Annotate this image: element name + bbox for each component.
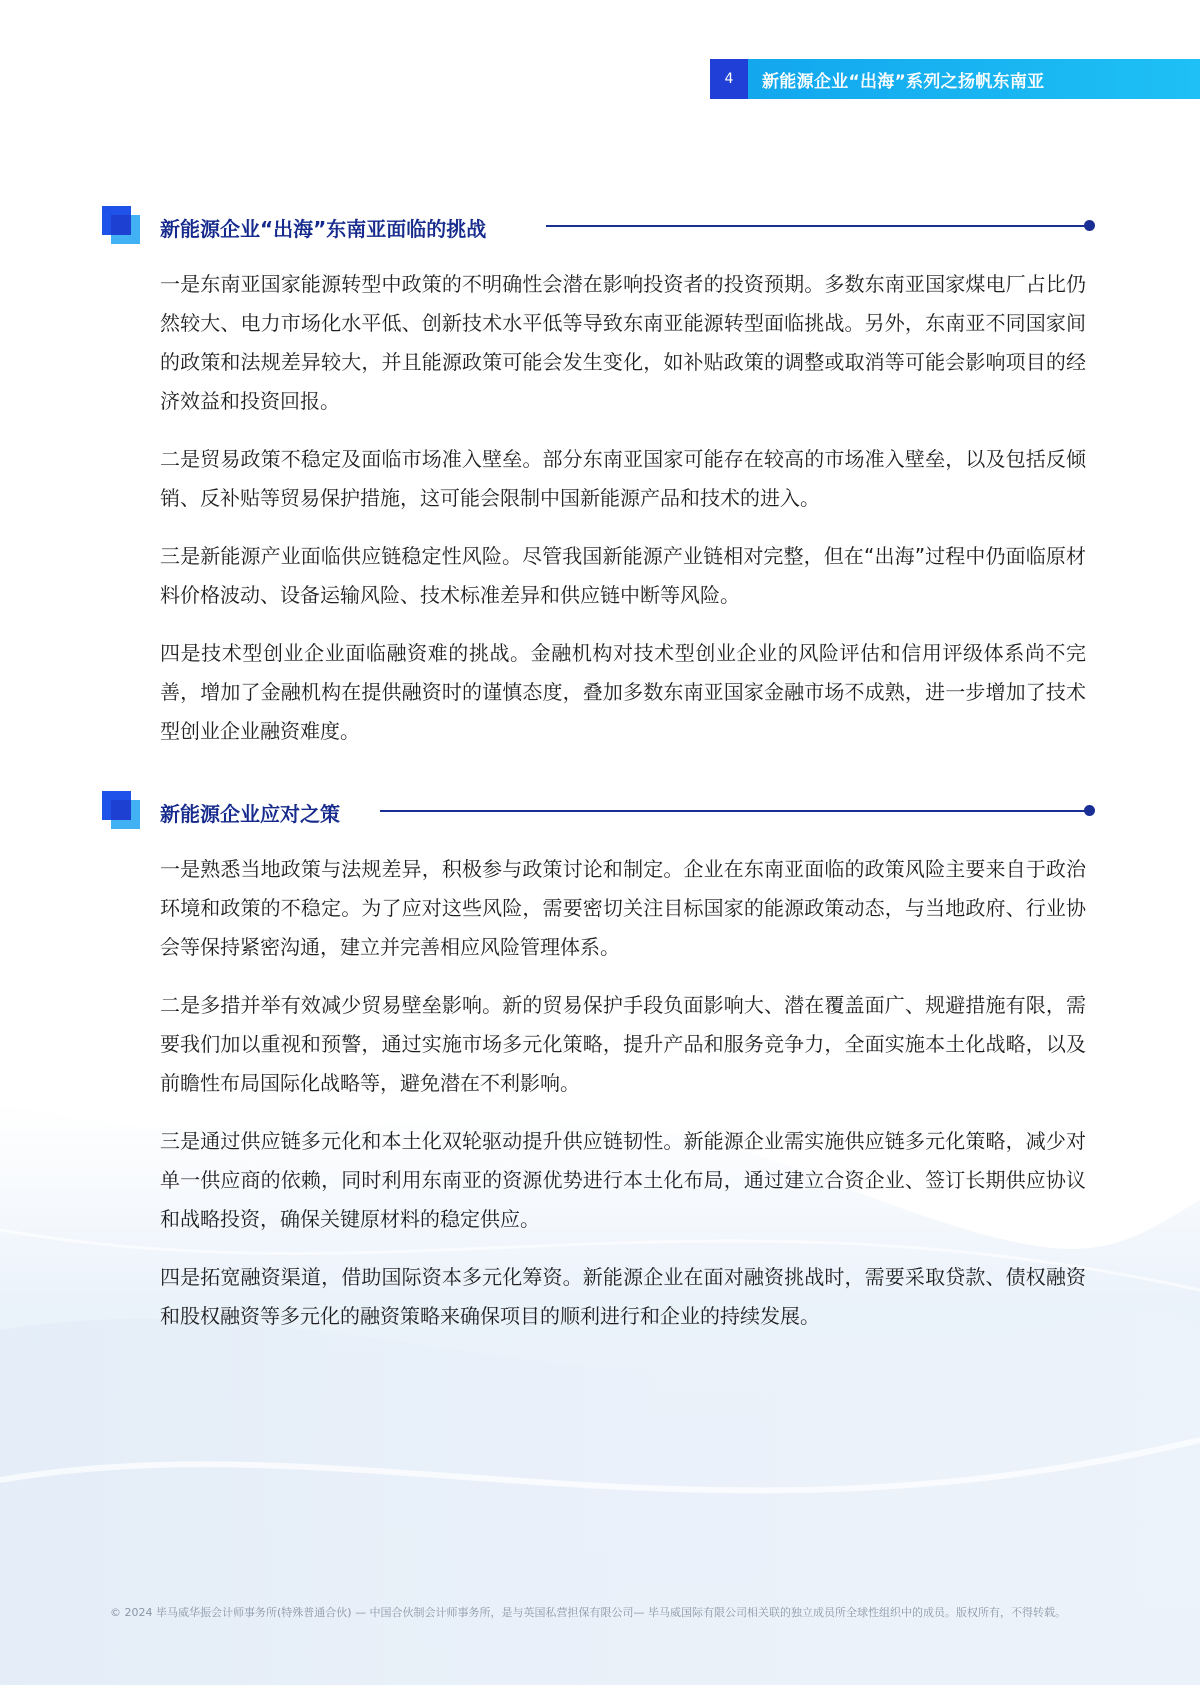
paragraph: 四是技术型创业企业面临融资难的挑战。金融机构对技术型创业企业的风险评估和信用评级体系尚不完善，增加了金融机构在提供融资时的谨慎态度，叠加多数东南亚国家金融市场不成熟，进一步增加了技术型创业企业融资难度。 [160, 641, 1086, 743]
paragraph: 二是多措并举有效减少贸易壁垒影响。新的贸易保护手段负面影响大、潜在覆盖面广、规避措施有限，需要我们加以重视和预警，通过实施市场多元化策略，提升产品和服务竞争力，全面实施本土化战略，以及前瞻性布局国际化战略等，避免潜在不利影响。 [160, 993, 1086, 1095]
paragraph: 一是东南亚国家能源转型中政策的不明确性会潜在影响投资者的投资预期。多数东南亚国家煤电厂占比仍然较大、电力市场化水平低、创新技术水平低等导致东南亚能源转型面临挑战。另外，东南亚不同国家间的政策和法规差异较大，并且能源政策可能会发生变化，如补贴政策的调整或取消等可能会影响项目的经济效益和投资回报。 [160, 272, 1086, 413]
section-title: 新能源企业应对之策 [160, 802, 340, 826]
copyright-footer: © 2024 毕马威华振会计师事务所(特殊普通合伙) — 中国合伙制会计师事务所，是与英国私营担保有限公司— 毕马威国际有限公司相关联的独立成员所全球性组织中的成员。版权所有，不得转载。 [110, 1606, 1067, 1619]
heading-rule [380, 810, 1087, 812]
paragraph: 三是通过供应链多元化和本土化双轮驱动提升供应链韧性。新能源企业需实施供应链多元化策略，减少对单一供应商的依赖，同时利用东南亚的资源优势进行本土化布局，通过建立合资企业、签订长期供应协议和战略投资，确保关键原材料的稳定供应。 [160, 1129, 1086, 1231]
section-heading-challenges [102, 206, 1095, 246]
paragraph: 二是贸易政策不稳定及面临市场准入壁垒。部分东南亚国家可能存在较高的市场准入壁垒，以及包括反倾销、反补贴等贸易保护措施，这可能会限制中国新能源产品和技术的进入。 [160, 447, 1086, 510]
paragraph: 三是新能源产业面临供应链稳定性风险。尽管我国新能源产业链相对完整，但在“出海”过程中仍面临原材料价格波动、设备运输风险、技术标准差异和供应链中断等风险。 [160, 544, 1086, 607]
section-heading-strategies [102, 791, 1095, 831]
square-bullet-icon [102, 791, 142, 831]
heading-dot [1084, 220, 1095, 231]
paragraph: 一是熟悉当地政策与法规差异，积极参与政策讨论和制定。企业在东南亚面临的政策风险主要来自于政治环境和政策的不稳定。为了应对这些风险，需要密切关注目标国家的能源政策动态，与当地政府、行业协会等保持紧密沟通，建立并完善相应风险管理体系。 [160, 857, 1086, 959]
running-header [710, 59, 1200, 99]
header-title: 新能源企业“出海”系列之扬帆东南亚 [748, 59, 1200, 99]
page-number: 4 [710, 59, 748, 99]
paragraph: 四是拓宽融资渠道，借助国际资本多元化筹资。新能源企业在面对融资挑战时，需要采取贷款、债权融资和股权融资等多元化的融资策略来确保项目的顺利进行和企业的持续发展。 [160, 1265, 1086, 1328]
heading-rule [546, 225, 1087, 227]
square-bullet-icon [102, 206, 142, 246]
section-title: 新能源企业“出海”东南亚面临的挑战 [160, 217, 487, 241]
heading-dot [1084, 805, 1095, 816]
